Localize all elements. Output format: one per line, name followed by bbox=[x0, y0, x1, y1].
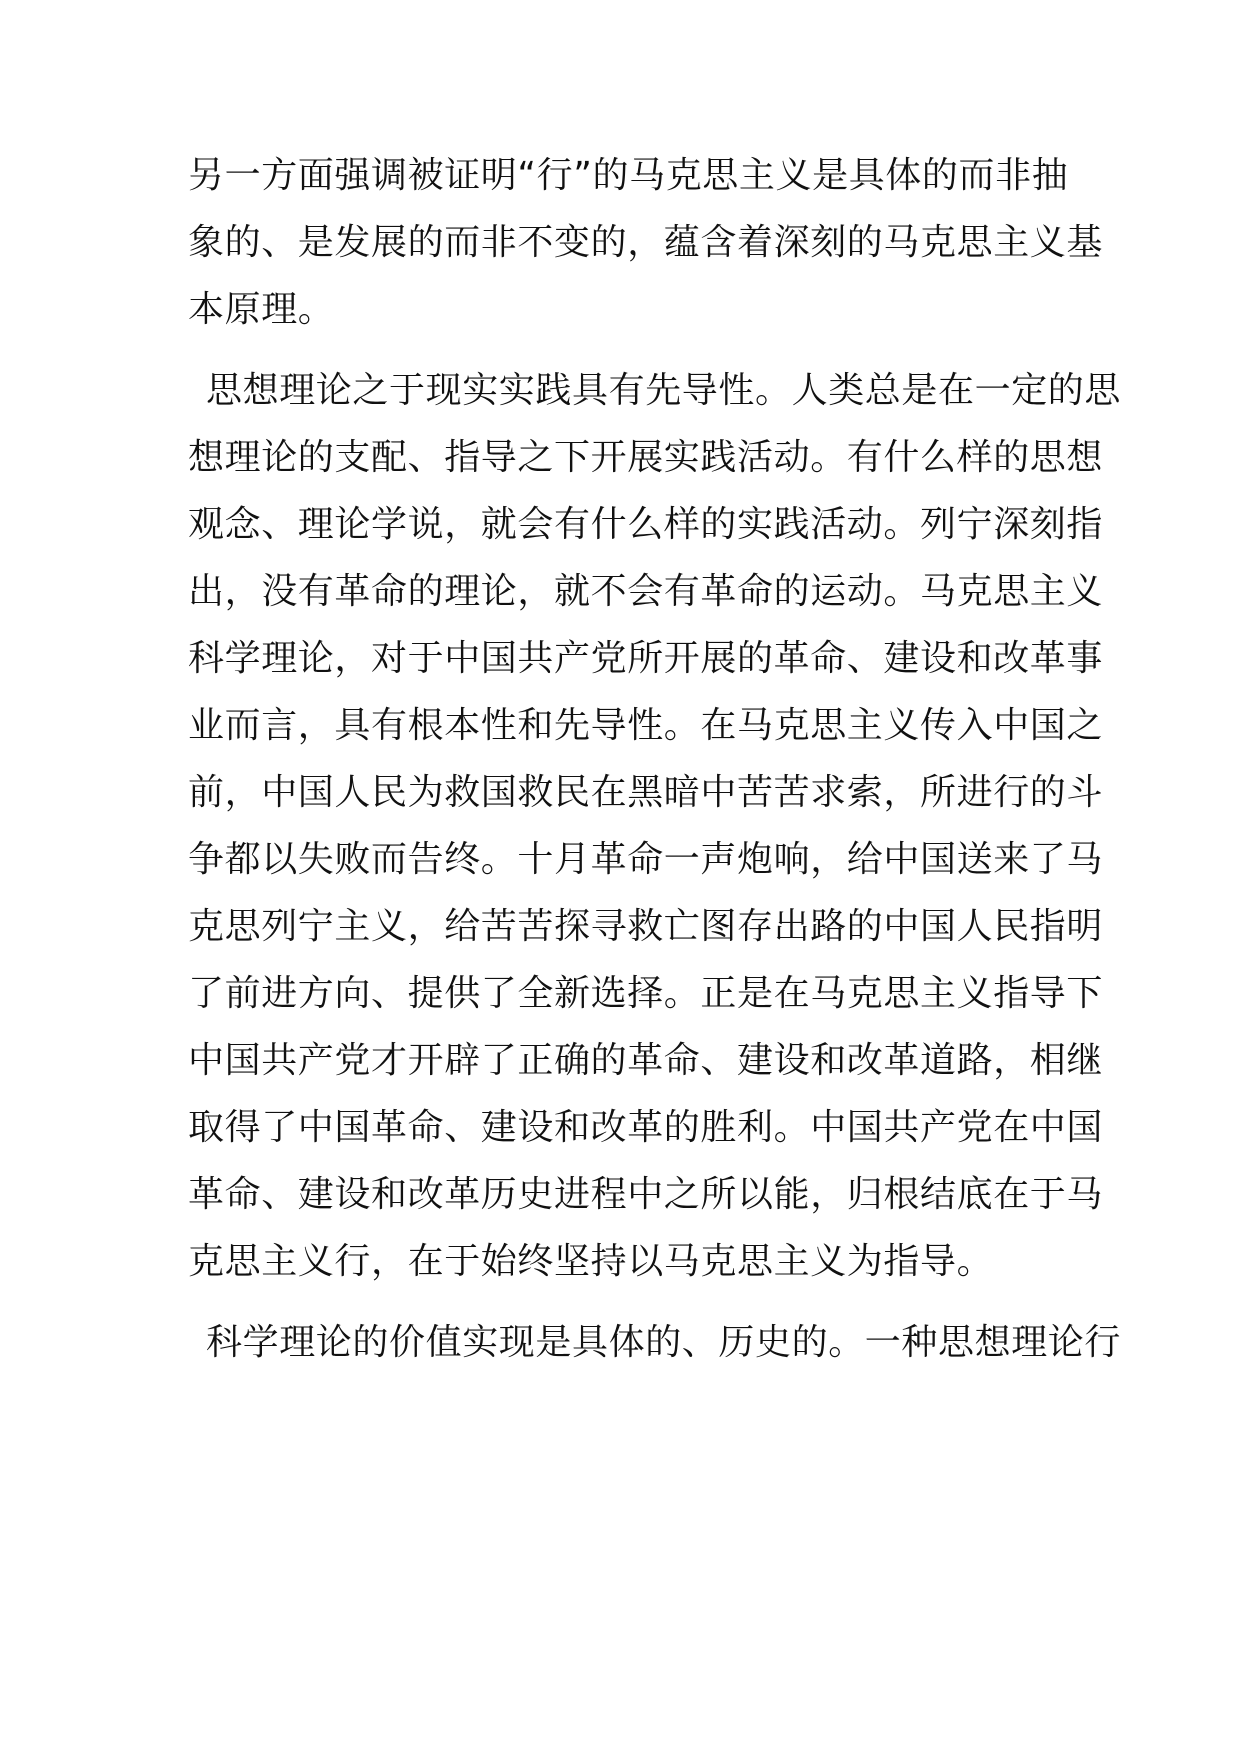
paragraph-1-line-3: 本原理。 bbox=[188, 289, 335, 330]
paragraph-2-line-10: 了前进方向、提供了全新选择。正是在马克思主义指导下 bbox=[188, 973, 1104, 1014]
paragraph-2-line-7: 前，中国人民为救国救民在黑暗中苦苦求索，所进行的斗 bbox=[188, 772, 1104, 813]
paragraph-2-line-8: 争都以失败而告终。十月革命一声炮响，给中国送来了马 bbox=[188, 839, 1104, 880]
paragraph-2-line-1: 思想理论之于现实实践具有先导性。人类总是在一定的思 bbox=[206, 370, 1122, 411]
paragraph-2-line-6: 业而言，具有根本性和先导性。在马克思主义传入中国之 bbox=[188, 705, 1104, 746]
paragraph-2-line-13: 革命、建设和改革历史进程中之所以能，归根结底在于马 bbox=[188, 1174, 1104, 1215]
paragraph-1-line-2: 象的、是发展的而非不变的，蕴含着深刻的马克思主义基 bbox=[188, 222, 1104, 263]
paragraph-2-line-14: 克思主义行，在于始终坚持以马克思主义为指导。 bbox=[188, 1241, 994, 1282]
paragraph-1-line-1: 另一方面强调被证明“行”的马克思主义是具体的而非抽 bbox=[188, 155, 1069, 196]
paragraph-2-line-2: 想理论的支配、指导之下开展实践活动。有什么样的思想 bbox=[188, 437, 1104, 478]
paragraph-2-line-5: 科学理论，对于中国共产党所开展的革命、建设和改革事 bbox=[188, 638, 1104, 679]
paragraph-2-line-11: 中国共产党才开辟了正确的革命、建设和改革道路，相继 bbox=[188, 1040, 1104, 1081]
paragraph-2-line-3: 观念、理论学说，就会有什么样的实践活动。列宁深刻指 bbox=[188, 504, 1104, 545]
paragraph-2-line-9: 克思列宁主义，给苦苦探寻救亡图存出路的中国人民指明 bbox=[188, 906, 1104, 947]
paragraph-2-line-4: 出，没有革命的理论，就不会有革命的运动。马克思主义 bbox=[188, 571, 1104, 612]
paragraph-2-line-12: 取得了中国革命、建设和改革的胜利。中国共产党在中国 bbox=[188, 1107, 1104, 1148]
paragraph-3-line-1: 科学理论的价值实现是具体的、历史的。一种思想理论行 bbox=[206, 1322, 1122, 1363]
